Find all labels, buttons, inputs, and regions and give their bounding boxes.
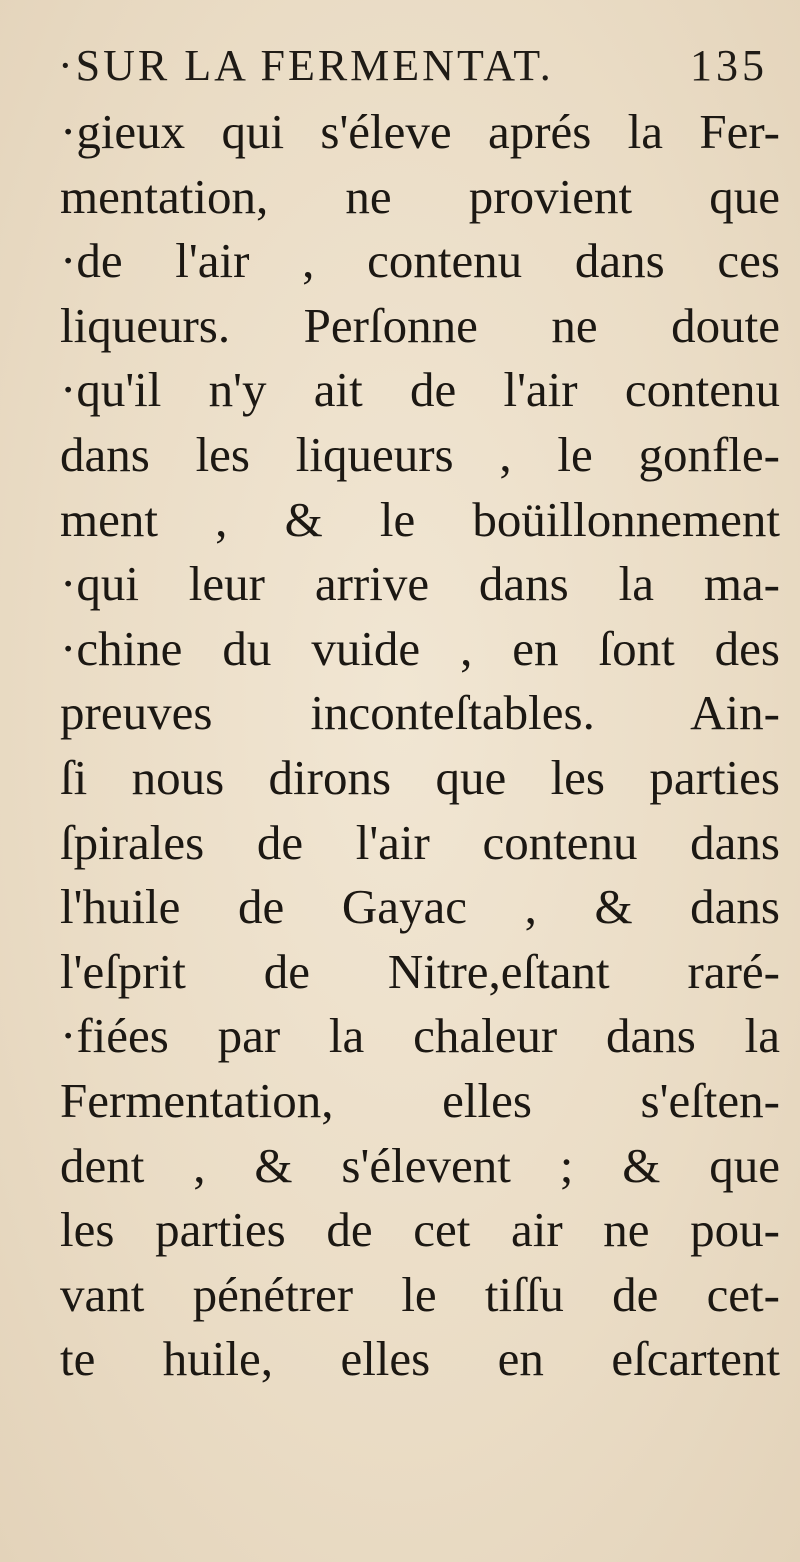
text-line: ·qui leur arrive dans la ma- [60, 556, 780, 612]
page-number: 135 [690, 41, 768, 90]
text-line: ·de l'air , contenu dans ces [60, 233, 780, 289]
text-line: ·chine du vuide , en ſont des [60, 620, 780, 676]
text-line: te huile, elles en eſcartent [60, 1331, 780, 1387]
text-line: preuves inconteſtables. Ain- [60, 685, 780, 741]
text-line: ·fiées par la chaleur dans la [60, 1008, 780, 1064]
running-head-title: ·SUR LA FERMENTAT. [58, 41, 554, 90]
text-line: liqueurs. Perſonne ne doute [60, 297, 780, 353]
text-line: ſpirales de l'air contenu dans [60, 814, 780, 870]
text-line: dans les liqueurs , le gonfle- [60, 426, 780, 482]
text-line: ſi nous dirons que les parties [60, 749, 780, 805]
text-line: Fermentation, elles s'eſten- [60, 1072, 780, 1128]
text-line: vant pénétrer le tiſſu de cet- [60, 1266, 780, 1322]
text-line: mentation, ne provient que [60, 168, 780, 224]
text-line: les parties de cet air ne pou- [60, 1202, 780, 1258]
text-line: l'huile de Gayac , & dans [60, 879, 780, 935]
text-line: ment , & le boüillonnement [60, 491, 780, 547]
text-line: l'eſprit de Nitre,eſtant raré- [60, 943, 780, 999]
text-line: ·qu'il n'y ait de l'air contenu [60, 362, 780, 418]
text-line: ·gieux qui s'éleve aprés la Fer- [60, 104, 780, 159]
text-line: dent , & s'élevent ; & que [60, 1137, 780, 1193]
running-head [0, 0, 800, 100]
body-text [60, 100, 780, 1392]
